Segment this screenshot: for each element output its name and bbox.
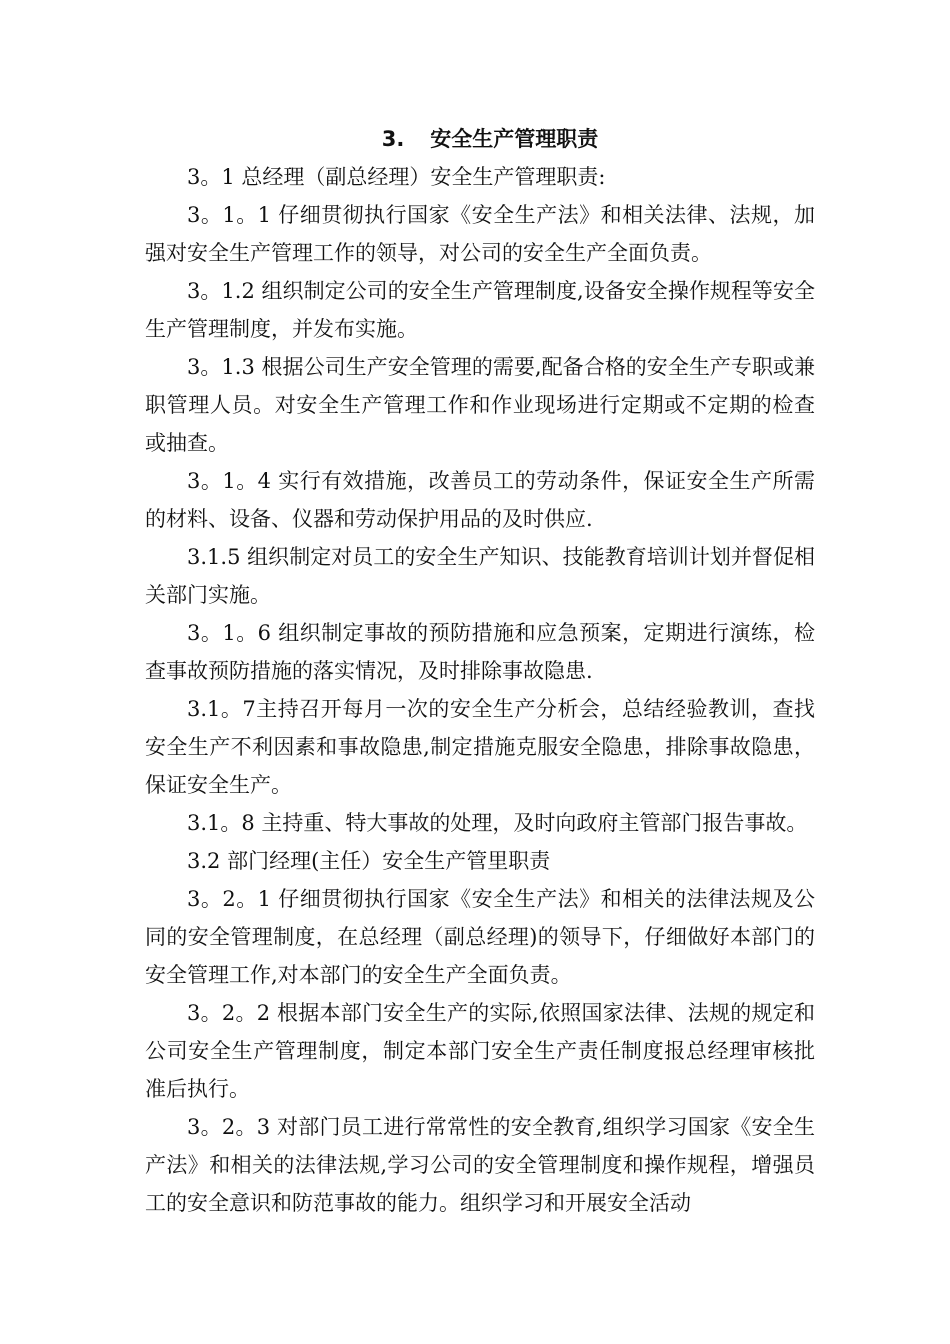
paragraph: 3。1。6 组织制定事故的预防措施和应急预案，定期进行演练，检查事故预防措施的落实情况，及时排除事故隐患. [145,621,815,683]
paragraph: 3。2。3 对部门员工进行常常性的安全教育,组织学习国家《安全生产法》和相关的法律法规,学习公司的安全管理制度和操作规程，增强员工的安全意识和防范事故的能力。组织学习和开展安全活动 [145,1115,815,1215]
paragraph: 3。1。1 仔细贯彻执行国家《安全生产法》和相关法律、法规，加强对安全生产管理工作的领导，对公司的安全生产全面负责。 [145,203,815,265]
paragraph: 3。1。4 实行有效措施，改善员工的劳动条件，保证安全生产所需的材料、设备、仪器和劳动保护用品的及时供应. [145,469,815,531]
paragraph: 3。2。1 仔细贯彻执行国家《安全生产法》和相关的法律法规及公同的安全管理制度，在总经理（副总经理)的领导下，仔细做好本部门的安全管理工作,对本部门的安全生产全面负责。 [145,887,815,987]
paragraph: 3。1.3 根据公司生产安全管理的需要,配备合格的安全生产专职或兼职管理人员。对安全生产管理工作和作业现场进行定期或不定期的检查或抽查。 [145,355,815,455]
paragraph: 3.1。8 主持重、特大事故的处理，及时向政府主管部门报告事故。 [187,811,808,835]
subsection-heading: 3。1 总经理（副总经理）安全生产管理职责: [187,165,606,189]
paragraph: 3。1.2 组织制定公司的安全生产管理制度,设备安全操作规程等安全生产管理制度，并发布实施。 [145,279,815,341]
subsection-heading: 3.2 部门经理(主任）安全生产管里职责 [187,849,551,873]
section-number: 3. [381,127,405,151]
document-body [145,122,815,1222]
section-title [145,122,815,156]
paragraph: 3。2。2 根据本部门安全生产的实际,依照国家法律、法规的规定和公司安全生产管理制度，制定本部门安全生产责任制度报总经理审核批准后执行。 [145,1001,815,1101]
paragraph: 3.1。7主持召开每月一次的安全生产分析会，总结经验教训，查找安全生产不利因素和事故隐患,制定措施克服安全隐患，排除事故隐患，保证安全生产。 [145,697,815,797]
paragraph: 3.1.5 组织制定对员工的安全生产知识、技能教育培训计划并督促相关部门实施。 [145,545,815,607]
section-title-text: 安全生产管理职责 [430,127,599,151]
